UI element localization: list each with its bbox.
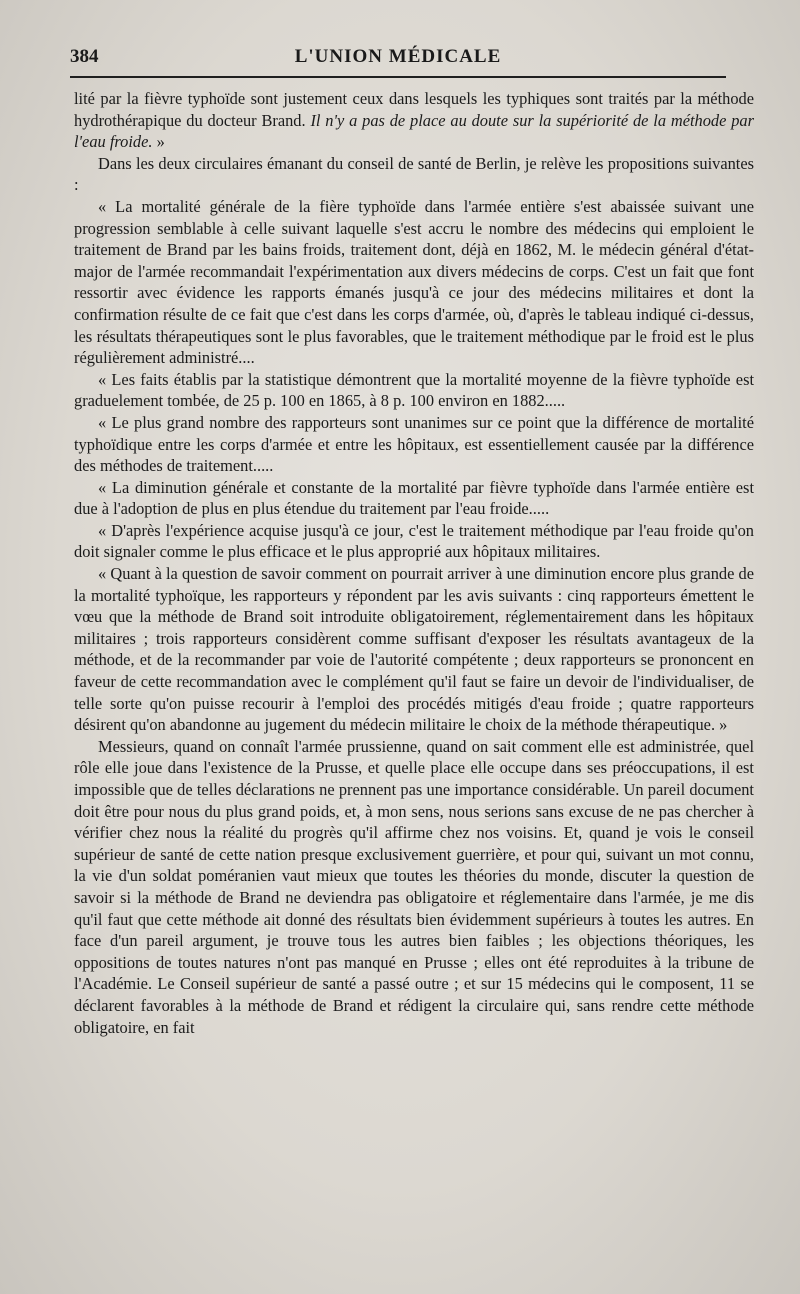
paragraph-1-text: lité par la fièvre typhoïde sont justement ceux dans lesquels les typhiques sont traités par la méthode hydrothérapique du docteur Brand. bbox=[74, 89, 754, 130]
running-title: L'UNION MÉDICALE bbox=[294, 46, 502, 67]
paragraph-1 bbox=[74, 88, 754, 153]
quote-paragraph-4: « La diminution générale et constante de la mortalité par fièvre typhoïde dans l'armée entière est due à l'adoption de plus en plus étendue du traitement par l'eau froide..... bbox=[74, 477, 754, 519]
paragraph-1-end: » bbox=[152, 132, 165, 152]
quote-paragraph-1: « La mortalité générale de la fière typhoïde dans l'armée entière s'est abaissée suivant une progression semblable à celle suivant laquelle s'est accru le nombre des médecins qui emploient le traitement de Brand par les bains froids, traitement dont, déjà en 1862, M. le médecin général d'état-major de l'armée recommandait l'expérimentation aux divers médecins de corps. C'est un fait que font ressortir avec évidence les rapports émanés jusqu'à ce jour des médecins militaires et dont la confirmation résulte de ce fait que c'est dans les corps d'armée, où, d'après le tableau indiqué ci-dessus, les résultats thérapeutiques sont le plus favorables, que le traitement méthodique par le froid est le plus régulièrement administré.... bbox=[74, 196, 754, 368]
page-header bbox=[70, 40, 726, 78]
quote-paragraph-3: « Le plus grand nombre des rapporteurs sont unanimes sur ce point que la différence de mortalité typhoïdique entre les corps d'armée et entre les hôpitaux, est essentiellement causée par la différence des méthodes de traitement..... bbox=[74, 412, 754, 476]
paragraph-messieurs: Messieurs, quand on connaît l'armée prussienne, quand on sait comment elle est administrée, quel rôle elle joue dans l'existence de la Prusse, et quelle place elle occupe dans ses préoccupations, il est impossible que de telles déclarations ne prennent pas une importance considérable. Un pareil document doit être pour nous du plus grand poids, et, à mon sens, nous serions sans excuse de ne pas chercher à vérifier chez nous la réalité du progrès qu'il affirme chez nos voisins. Et, quand je vois le conseil supérieur de santé de cette nation presque exclusivement guerrière, et pour qui, suivant un mot connu, la vie d'un soldat poméranien vaut mieux que toutes les théories du monde, discuter la question de savoir si la méthode de Brand ne deviendra pas obligatoire et réglementaire dans l'armée, je me dis qu'il faut que cette méthode ait donné des résultats bien évidemment supérieurs à toutes les autres. En face d'un pareil argument, je trouve tous les autres bien faibles ; les objections théoriques, les oppositions de toutes natures n'ont pas manqué en Prusse ; elles ont été reproduites à la tribune de l'Académie. Le Conseil supérieur de santé a passé outre ; et sur 15 médecins qui le composent, 11 se déclarent favorables à la méthode de Brand et rédigent la circulaire qui, sans rendre cette méthode obligatoire, en fait bbox=[74, 736, 754, 1037]
quote-paragraph-2: « Les faits établis par la statistique démontrent que la mortalité moyenne de la fièvre typhoïde est graduelement tombée, de 25 p. 100 en 1865, à 8 p. 100 environ en 1882..... bbox=[74, 369, 754, 411]
paragraph-2: Dans les deux circulaires émanant du conseil de santé de Berlin, je relève les propositions suivantes : bbox=[74, 153, 754, 195]
quote-paragraph-5: « D'après l'expérience acquise jusqu'à ce jour, c'est le traitement méthodique par l'eau froide qu'on doit signaler comme le plus efficace et le plus approprié aux hôpitaux militaires. bbox=[74, 520, 754, 562]
page-number: 384 bbox=[70, 46, 99, 67]
quote-paragraph-6: « Quant à la question de savoir comment on pourrait arriver à une diminution encore plus grande de la mortalité typhoïque, les rapporteurs y répondent par les avis suivants : cinq rapporteurs émettent le vœu que la méthode de Brand soit introduite obligatoirement, réglementairement dans les hôpitaux militaires ; trois rapporteurs considèrent comme suffisant d'exposer les résultats avantageux de la méthode, et de la recommander par voie de l'autorité compétente ; deux rapporteurs se prononcent en faveur de cette recommandation avec le complément qu'il faut se faire un devoir de l'individualiser, de telle sorte qu'on puisse recourir à l'emploi des procédés mitigés d'eau froide ; quatre rapporteurs désirent qu'on abandonne au jugement du médecin militaire le choix de la méthode thérapeutique. » bbox=[74, 564, 754, 735]
page-body bbox=[74, 88, 754, 1038]
paragraph-1-italic: Il n'y a pas de place au doute sur la supériorité de la méthode par l'eau froide. bbox=[74, 110, 754, 152]
